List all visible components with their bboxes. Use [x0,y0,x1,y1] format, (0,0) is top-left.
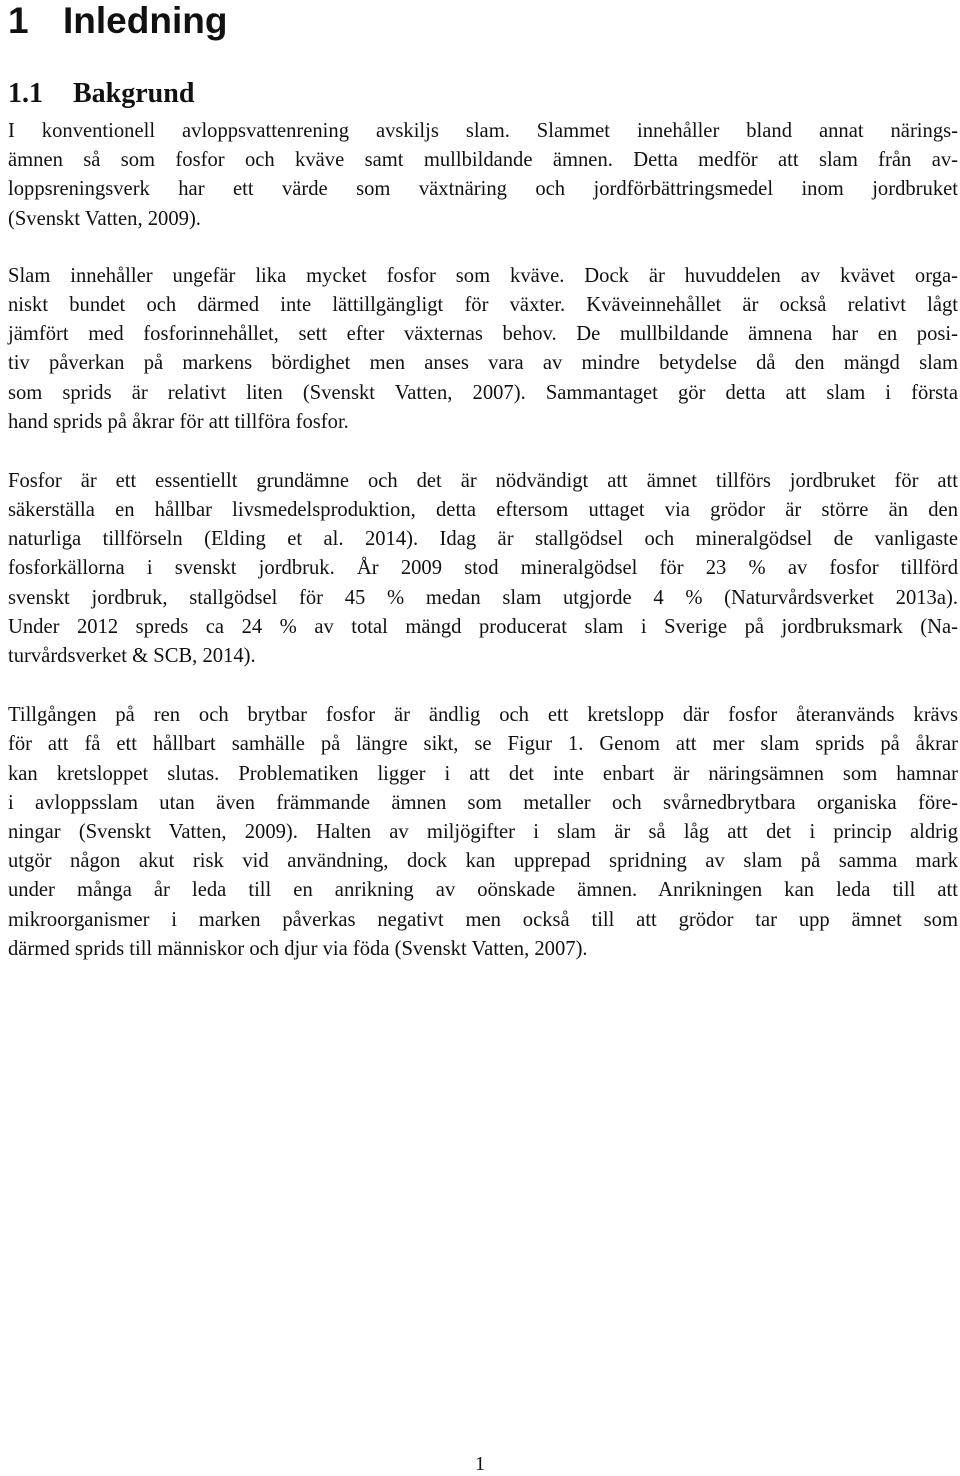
paragraph-line: under många år leda till en anrikning av oönskade ämnen. Anrikningen kan leda till att [8,879,958,902]
paragraph-line: utgör någon akut risk vid användning, dock kan upprepad spridning av slam på samma mark [8,850,958,873]
paragraph-line: Fosfor är ett essentiellt grundämne och det är nödvändigt att ämnet tillförs jordbruket för att [8,469,958,492]
paragraph-line: loppsreningsverk har ett värde som växtnäring och jordförbättringsmedel inom jordbruket [8,178,958,201]
paragraph-line: som sprids är relativt liten (Svenskt Vatten, 2007). Sammantaget gör detta att slam i första [8,381,958,404]
paragraph-line: fosforkällorna i svenskt jordbruk. År 2009 stod mineralgödsel för 23 % av fosfor tillförd [8,557,958,580]
paragraph-line: naturliga tillförseln (Elding et al. 2014). Idag är stallgödsel och mineralgödsel de vanligaste [8,528,958,551]
chapter-number: 1 [8,0,29,41]
paragraph-line: niskt bundet och därmed inte lättillgängligt för växter. Kväveinnehållet är också relativt lågt [8,293,958,316]
paragraph-line: jämfört med fosforinnehållet, sett efter växternas behov. De mullbildande ämnena har en posi- [8,323,958,346]
paragraph-line: Under 2012 spreds ca 24 % av total mängd producerat slam i Sverige på jordbruksmark (Na- [8,615,958,638]
paragraph-line: I konventionell avloppsvattenrening avskiljs slam. Slammet innehåller bland annat närings- [8,120,958,142]
paragraph-line: kan kretsloppet slutas. Problematiken ligger i att det inte enbart är näringsämnen som hamnar [8,762,958,785]
paragraph-line: hand sprids på åkrar för att tillföra fosfor. [8,410,349,433]
chapter-heading [8,0,958,42]
section-heading [8,77,958,111]
paragraph-line: Slam innehåller ungefär lika mycket fosfor som kväve. Dock är huvuddelen av kvävet orga- [8,264,958,287]
paragraph-3 [8,467,958,671]
paragraph-line: mikroorganismer i marken påverkas negativt men också till att grödor tar upp ämnet som [8,908,958,931]
paragraph-4 [8,701,958,964]
paragraph-line: ningar (Svenskt Vatten, 2009). Halten av miljögifter i slam är så låg att det i princip aldrig [8,820,958,843]
paragraph-line: Tillgången på ren och brytbar fosfor är ändlig och ett kretslopp där fosfor återanvänds krävs [8,704,958,727]
paragraph-line: därmed sprids till människor och djur via föda (Svenskt Vatten, 2007). [8,937,588,960]
paragraph-2 [8,262,958,437]
paragraph-line: för att få ett hållbart samhälle på längre sikt, se Figur 1. Genom att mer slam sprids på åkrar [8,733,958,756]
paragraph-line: (Svenskt Vatten, 2009). [8,207,201,230]
paragraph-line: ämnen så som fosfor och kväve samt mullbildande ämnen. Detta medför att slam från av- [8,149,958,172]
paragraph-line: turvårdsverket & SCB, 2014). [8,645,256,667]
paragraph-1 [8,117,958,234]
section-number: 1.1 [8,78,43,109]
paragraph-line: svenskt jordbruk, stallgödsel för 45 % medan slam utgjorde 4 % (Naturvårdsverket 2013a). [8,586,958,609]
page-number: 1 [475,1453,485,1475]
paragraph-line: säkerställa en hållbar livsmedelsproduktion, detta eftersom uttaget via grödor är större än den [8,499,958,522]
page-content [8,0,958,964]
section-title: Bakgrund [73,78,195,109]
chapter-title: Inledning [63,0,228,41]
paragraph-line: i avloppsslam utan även främmande ämnen som metaller och svårnedbrytbara organiska före- [8,791,958,814]
paragraph-line: tiv påverkan på markens bördighet men anses vara av mindre betydelse då den mängd slam [8,352,958,375]
